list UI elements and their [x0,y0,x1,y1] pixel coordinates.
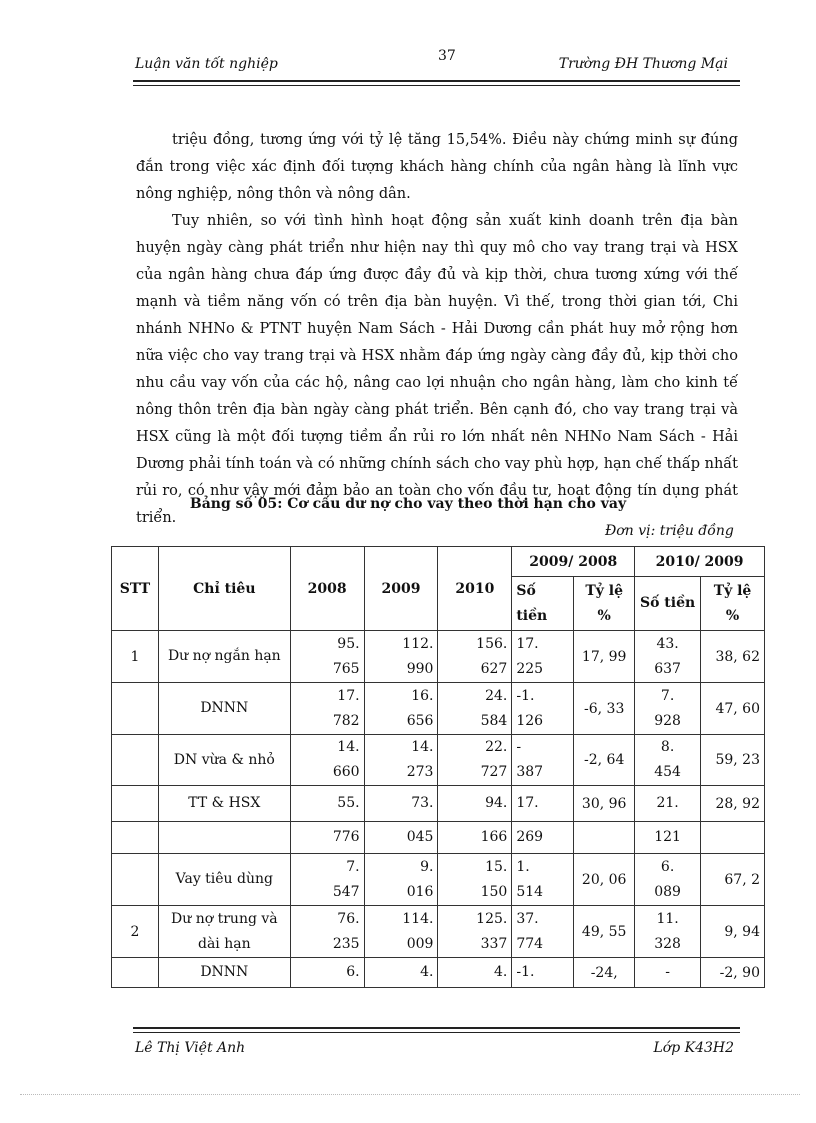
body-text [136,127,738,532]
cell-ty-le-2: 38, 62 [701,631,765,683]
cell-line: 016 [406,883,434,900]
cell-chi-tieu [158,822,290,854]
cell-line: 95. [337,635,360,652]
cell-line: 17. [516,635,539,652]
cell-line: 16. [411,687,434,704]
cell-line: 328 [654,935,681,952]
header-stt: STT [112,547,159,631]
cell-line: 514 [516,883,544,900]
cell-y2010 [438,854,512,906]
header-thesis-title: Luận văn tốt nghiệp [135,56,278,72]
cell-line: 156. [476,635,508,652]
cell-ty-le-1: -24, [574,958,635,988]
cell-line: 125. [476,910,508,927]
cell-line: - [516,739,522,755]
cell-stt [112,822,159,854]
header-university: Trường ĐH Thương Mại [558,56,728,72]
header-chi-tieu: Chỉ tiêu [158,547,290,631]
cell-st2 [635,735,701,786]
cell-line: 045 [406,829,434,845]
cell-st2 [635,958,701,988]
cell-stt: 2 [112,906,159,958]
cell-line: 273 [406,764,434,780]
cell-y2009 [364,786,438,822]
header-2010-2009: 2010/ 2009 [635,547,765,577]
cell-st1 [512,786,574,822]
cell-line: 4. [420,964,434,980]
table-row [112,683,765,735]
cell-stt [112,786,159,822]
header-so-tien-1: Số tiền [512,577,574,631]
cell-y2009 [364,631,438,683]
paragraph-2: Tuy nhiên, so với tình hình hoạt động sản xuất kinh doanh trên địa bàn huyện ngày càng phát triển như hiện nay thì quy mô cho vay trang trại và HSX của ngân hàng chưa đáp ứng được đầy đủ và kịp thời, chưa tương xứng với thế mạnh và tiềm năng vốn có trên địa bàn huyện. Vì thế, trong thời gian tới, Chi nhánh NHNo & PTNT huyện Nam Sách - Hải Dương cần phát huy mở rộng hơn nữa việc cho vay trang trại và HSX nhằm đáp ứng ngày càng đầy đủ, kịp thời cho nhu cầu vay vốn của các hộ, nâng cao lợi nhuận cho ngân hàng, làm cho kinh tế nông thôn trên địa bàn ngày càng phát triển. Bên cạnh đó, cho vay trang trại và HSX cũng là một đối tượng tiềm ẩn rủi ro lớn nhất nên NHNo Nam Sách - Hải Dương phải tính toán và có những chính sách cho vay phù hợp, hạn chế thấp nhất rủi ro, có như vậy mới đảm bảo an toàn cho vốn đầu tư, hoạt động tín dụng phát triển. [136,213,738,526]
cell-line: 126 [516,712,544,729]
cell-ty-le-2: 9, 94 [701,906,765,958]
cell-ty-le-1: -6, 33 [574,683,635,735]
cell-line: 1. [516,858,530,875]
cell-y2009 [364,958,438,988]
cell-y2008 [290,854,364,906]
header-rule [133,80,740,86]
cell-st1 [512,906,574,958]
footer-class: Lớp K43H2 [653,1040,734,1056]
cell-line: 774 [516,935,544,952]
header-2009: 2009 [364,547,438,631]
cell-y2008 [290,735,364,786]
paragraph-1: triệu đồng, tương ứng với tỷ lệ tăng 15,54%. Điều này chứng minh sự đúng đắn trong việc xác định đối tượng khách hàng chính của ngân hàng là lĩnh vực nông nghiệp, nông thôn và nông dân. [136,132,738,202]
cell-st2 [635,906,701,958]
table-row [112,786,765,822]
cell-line: -1. [516,964,535,980]
cell-y2008 [290,958,364,988]
cell-line: 73. [411,795,434,811]
cell-line: 6. [660,858,675,875]
page-header [133,48,738,76]
cell-y2010 [438,822,512,854]
cell-line: 584 [480,712,508,729]
table-caption: Bảng số 05: Cơ cấu dư nợ cho vay theo thời hạn cho vay [189,496,627,512]
header-2008: 2008 [290,547,364,631]
cell-line: 22. [485,739,508,755]
cell-line: 387 [516,764,544,780]
cell-line: 114. [402,910,434,927]
cell-stt: 1 [112,631,159,683]
cell-line: 17. [337,687,360,704]
cell-line: 637 [654,660,681,677]
cell-ty-le-1: 17, 99 [574,631,635,683]
cell-chi-tieu: TT & HSX [158,786,290,822]
page-number: 37 [438,48,456,64]
cell-y2010 [438,735,512,786]
cell-ty-le-1: -2, 64 [574,735,635,786]
loan-structure-table [111,546,765,988]
cell-line: 990 [406,660,434,677]
cell-y2008 [290,631,364,683]
cell-y2009 [364,822,438,854]
cell-line: 627 [480,660,508,677]
table-row [112,822,765,854]
cell-ty-le-2: -2, 90 [701,958,765,988]
cell-line: 6. [346,964,360,980]
cell-st1 [512,854,574,906]
cell-y2010 [438,786,512,822]
cell-chi-tieu: Dư nợ ngắn hạn [158,631,290,683]
cell-ty-le-2: 59, 23 [701,735,765,786]
cell-line: 76. [337,910,360,927]
cell-st1 [512,683,574,735]
cell-line: 14. [411,739,434,755]
cell-st2 [635,631,701,683]
cell-ty-le-2 [701,822,765,854]
cell-line: 8. [660,739,675,755]
cell-line: 7. [346,858,360,875]
cell-stt [112,958,159,988]
cell-stt [112,854,159,906]
cell-chi-tieu: DNNN [158,958,290,988]
cell-chi-tieu: Dư nợ trung và dài hạn [158,906,290,958]
cell-ty-le-1: 20, 06 [574,854,635,906]
cell-line: 782 [332,712,360,729]
cell-line: 765 [332,660,360,677]
cell-line: 269 [516,829,544,845]
cell-line: 776 [332,829,360,845]
cell-line: 235 [332,935,360,952]
cell-line: 11. [656,910,679,927]
cell-line: 9. [420,858,434,875]
cell-st1 [512,631,574,683]
header-ty-le-1: Tỷ lệ % [574,577,635,631]
cell-line: 15. [485,858,508,875]
cell-st2 [635,822,701,854]
cell-y2010 [438,958,512,988]
cell-ty-le-1: 30, 96 [574,786,635,822]
cell-y2008 [290,786,364,822]
header-2010: 2010 [438,547,512,631]
cell-st2 [635,786,701,822]
cell-st1 [512,822,574,854]
cell-st1 [512,735,574,786]
header-ty-le-2: Tỷ lệ % [701,577,765,631]
table-row [112,735,765,786]
cell-line: 4. [493,964,508,980]
cell-ty-le-2: 47, 60 [701,683,765,735]
cell-y2008 [290,683,364,735]
cell-line: 7. [660,687,675,704]
cell-line: 454 [654,764,681,780]
cell-ty-le-1 [574,822,635,854]
cell-y2009 [364,854,438,906]
header-so-tien-2: Số tiền [635,577,701,631]
header-2009-2008: 2009/ 2008 [512,547,635,577]
cell-y2009 [364,906,438,958]
cell-y2009 [364,735,438,786]
cell-line: 121 [654,829,681,845]
cell-y2010 [438,683,512,735]
cell-line: 14. [337,739,360,755]
table-row [112,906,765,958]
table-row [112,958,765,988]
footer-author: Lê Thị Việt Anh [135,1040,246,1056]
cell-st2 [635,854,701,906]
cell-chi-tieu: Vay tiêu dùng [158,854,290,906]
cell-line: 928 [654,712,681,729]
cell-line: 337 [480,935,508,952]
cell-line: 660 [332,764,360,780]
table-row [112,631,765,683]
cell-st2 [635,683,701,735]
cell-stt [112,735,159,786]
cell-line: 150 [480,883,508,900]
cell-chi-tieu: DN vừa & nhỏ [158,735,290,786]
cell-line: 089 [654,883,681,900]
cell-ty-le-2: 28, 92 [701,786,765,822]
cell-y2010 [438,631,512,683]
cell-line: 225 [516,660,544,677]
cell-line: 009 [406,935,434,952]
cell-line: 166 [480,829,508,845]
page-bottom-dotted-line [20,1094,800,1095]
cell-y2008 [290,906,364,958]
cell-line: - [665,964,670,980]
cell-line: 656 [406,712,434,729]
cell-line: 43. [656,635,679,652]
cell-y2009 [364,683,438,735]
cell-y2008 [290,822,364,854]
footer-rule [133,1027,740,1033]
cell-line: 547 [332,883,360,900]
cell-line: 21. [656,795,679,811]
cell-line: 94. [485,795,508,811]
cell-line: 55. [337,795,360,811]
cell-st1 [512,958,574,988]
cell-line: 17. [516,795,539,811]
cell-line: 727 [480,764,508,780]
cell-line: -1. [516,687,535,704]
table-unit: Đơn vị: triệu đồng [605,523,734,539]
cell-line: 112. [402,635,434,652]
table-row [112,854,765,906]
cell-ty-le-1: 49, 55 [574,906,635,958]
cell-line: 24. [485,687,508,704]
cell-stt [112,683,159,735]
cell-ty-le-2: 67, 2 [701,854,765,906]
cell-line: 37. [516,910,539,927]
cell-chi-tieu: DNNN [158,683,290,735]
cell-y2010 [438,906,512,958]
